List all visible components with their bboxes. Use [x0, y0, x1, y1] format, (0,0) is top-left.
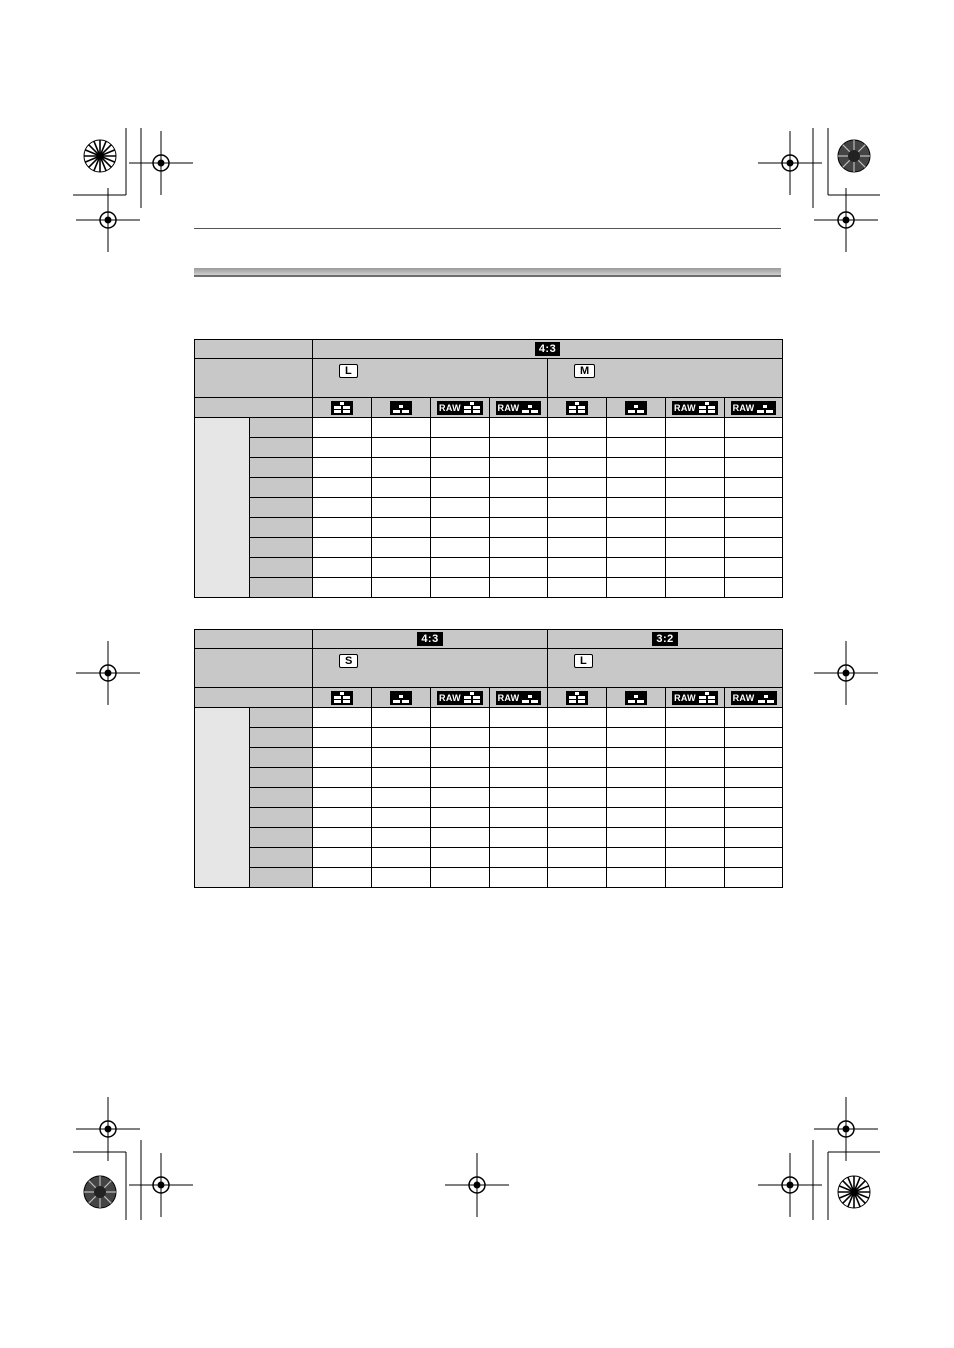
- value-cell: [431, 708, 490, 728]
- table-row: [195, 498, 783, 518]
- value-cell: [607, 808, 666, 828]
- standard-icon: [625, 691, 647, 705]
- value-cell: [313, 788, 372, 808]
- value-cell: [372, 578, 431, 598]
- value-cell: [725, 788, 783, 808]
- raw-fine-icon: [672, 691, 718, 705]
- registration-target-icon: [814, 188, 878, 252]
- quality-row: [195, 688, 783, 708]
- value-cell: [725, 498, 783, 518]
- value-cell: [607, 538, 666, 558]
- row-label-cell: [250, 848, 313, 868]
- section-heading-bar: [194, 268, 781, 275]
- star-mark-icon: [84, 140, 116, 172]
- value-cell: [607, 418, 666, 438]
- registration-target-icon: [445, 1153, 509, 1217]
- quality-cell: [313, 398, 372, 418]
- value-cell: [666, 498, 725, 518]
- value-cell: [372, 868, 431, 888]
- aspect-ratio-3-2-badge: 3:2: [652, 632, 677, 646]
- table-row: [195, 788, 783, 808]
- raw-fine-icon: [437, 401, 483, 415]
- aspect-ratio-4-3-badge: 4:3: [535, 342, 560, 356]
- dark-star-mark-icon: [84, 1176, 116, 1208]
- value-cell: [607, 828, 666, 848]
- value-cell: [666, 418, 725, 438]
- value-cell: [490, 848, 548, 868]
- value-cell: [548, 518, 607, 538]
- fine-icon: [566, 691, 588, 705]
- value-cell: [431, 478, 490, 498]
- quality-cell: [490, 398, 548, 418]
- value-cell: [607, 498, 666, 518]
- value-cell: [490, 808, 548, 828]
- value-cell: [666, 578, 725, 598]
- row-label-cell: [250, 748, 313, 768]
- value-cell: [725, 708, 783, 728]
- standard-icon: [390, 691, 412, 705]
- value-cell: [725, 728, 783, 748]
- value-cell: [548, 828, 607, 848]
- value-cell: [372, 458, 431, 478]
- value-cell: [607, 748, 666, 768]
- value-cell: [431, 558, 490, 578]
- value-cell: [490, 708, 548, 728]
- raw-fine-icon: [672, 401, 718, 415]
- raw-label: RAW: [674, 692, 696, 703]
- quality-cell: [548, 688, 607, 708]
- value-cell: [372, 788, 431, 808]
- row-group-label-cell: [195, 418, 250, 598]
- row-label-cell: [250, 518, 313, 538]
- value-cell: [725, 538, 783, 558]
- value-cell: [725, 808, 783, 828]
- quality-cell: [607, 398, 666, 418]
- value-cell: [431, 438, 490, 458]
- value-cell: [666, 708, 725, 728]
- table-row: [195, 438, 783, 458]
- value-cell: [372, 418, 431, 438]
- value-cell: [607, 518, 666, 538]
- row-label-cell: [250, 538, 313, 558]
- table-row: [195, 728, 783, 748]
- row-label-cell: [250, 808, 313, 828]
- value-cell: [548, 748, 607, 768]
- raw-label: RAW: [439, 402, 461, 413]
- value-cell: [372, 708, 431, 728]
- registration-target-icon: [129, 131, 193, 195]
- value-cell: [313, 458, 372, 478]
- value-cell: [490, 458, 548, 478]
- value-cell: [490, 768, 548, 788]
- quality-cell: [372, 398, 431, 418]
- value-cell: [548, 438, 607, 458]
- raw-label: RAW: [497, 402, 520, 413]
- value-cell: [372, 538, 431, 558]
- value-cell: [431, 868, 490, 888]
- raw-label: RAW: [497, 692, 520, 703]
- registration-target-icon: [76, 641, 140, 705]
- standard-icon: [390, 401, 412, 415]
- table-row: [195, 808, 783, 828]
- value-cell: [666, 768, 725, 788]
- value-cell: [607, 558, 666, 578]
- value-cell: [607, 848, 666, 868]
- picture-size-l-badge: L: [574, 654, 593, 668]
- picture-size-cell: [313, 359, 548, 398]
- value-cell: [372, 478, 431, 498]
- header-rule: [194, 228, 781, 229]
- value-cell: [666, 848, 725, 868]
- value-cell: [313, 438, 372, 458]
- value-cell: [666, 808, 725, 828]
- raw-standard-icon: [731, 401, 777, 415]
- value-cell: [431, 848, 490, 868]
- table-row: [195, 478, 783, 498]
- value-cell: [313, 518, 372, 538]
- table-row: [195, 848, 783, 868]
- table-row: [195, 538, 783, 558]
- value-cell: [548, 848, 607, 868]
- value-cell: [490, 538, 548, 558]
- table-row: [195, 558, 783, 578]
- aspect-ratio-cell: [313, 340, 783, 359]
- value-cell: [490, 478, 548, 498]
- table-row: [195, 418, 783, 438]
- value-cell: [666, 748, 725, 768]
- value-cell: [725, 868, 783, 888]
- quality-cell: [725, 688, 783, 708]
- value-cell: [725, 518, 783, 538]
- value-cell: [313, 748, 372, 768]
- value-cell: [666, 478, 725, 498]
- table-row: [195, 748, 783, 768]
- value-cell: [372, 558, 431, 578]
- row-label-cell: [250, 558, 313, 578]
- fine-icon: [331, 691, 353, 705]
- value-cell: [548, 418, 607, 438]
- row-label-cell: [250, 828, 313, 848]
- value-cell: [313, 848, 372, 868]
- row-label-cell: [250, 498, 313, 518]
- quality-header-label-cell: [195, 688, 313, 708]
- table-row: [195, 868, 783, 888]
- value-cell: [548, 558, 607, 578]
- value-cell: [490, 868, 548, 888]
- raw-standard-icon: [496, 691, 542, 705]
- value-cell: [725, 828, 783, 848]
- value-cell: [313, 498, 372, 518]
- value-cell: [725, 848, 783, 868]
- value-cell: [313, 708, 372, 728]
- value-cell: [431, 728, 490, 748]
- row-label-cell: [250, 768, 313, 788]
- value-cell: [372, 748, 431, 768]
- table-row: [195, 578, 783, 598]
- table-row: [195, 518, 783, 538]
- row-label-cell: [250, 478, 313, 498]
- value-cell: [431, 518, 490, 538]
- value-cell: [666, 558, 725, 578]
- value-cell: [607, 868, 666, 888]
- registration-target-icon: [814, 641, 878, 705]
- section-heading-bar-shadow: [194, 275, 781, 277]
- value-cell: [431, 748, 490, 768]
- value-cell: [666, 438, 725, 458]
- value-cell: [725, 578, 783, 598]
- value-cell: [313, 418, 372, 438]
- value-cell: [431, 768, 490, 788]
- quality-cell: [666, 398, 725, 418]
- recording-capacity-table-1: [194, 339, 783, 598]
- value-cell: [431, 418, 490, 438]
- value-cell: [548, 708, 607, 728]
- table-row: [195, 828, 783, 848]
- quality-cell: [431, 398, 490, 418]
- registration-target-icon: [76, 188, 140, 252]
- value-cell: [607, 458, 666, 478]
- quality-cell: [607, 688, 666, 708]
- row-label-cell: [250, 788, 313, 808]
- value-cell: [372, 828, 431, 848]
- row-group-label-cell: [195, 708, 250, 888]
- value-cell: [490, 418, 548, 438]
- raw-label: RAW: [732, 692, 755, 703]
- registration-target-icon: [76, 1097, 140, 1161]
- quality-cell: [725, 398, 783, 418]
- aspect-ratio-cell: [548, 630, 783, 649]
- value-cell: [666, 868, 725, 888]
- value-cell: [490, 728, 548, 748]
- value-cell: [607, 768, 666, 788]
- value-cell: [725, 558, 783, 578]
- raw-fine-icon: [437, 691, 483, 705]
- value-cell: [372, 518, 431, 538]
- value-cell: [313, 808, 372, 828]
- picture-size-header-label-cell: [195, 649, 313, 688]
- value-cell: [548, 578, 607, 598]
- value-cell: [490, 828, 548, 848]
- row-label-cell: [250, 708, 313, 728]
- picture-size-s-badge: S: [339, 654, 358, 668]
- picture-size-l-badge: L: [339, 364, 358, 378]
- fine-icon: [331, 401, 353, 415]
- quality-cell: [548, 398, 607, 418]
- value-cell: [372, 808, 431, 828]
- value-cell: [607, 578, 666, 598]
- value-cell: [666, 458, 725, 478]
- row-label-cell: [250, 438, 313, 458]
- value-cell: [372, 728, 431, 748]
- picture-size-cell: [548, 359, 783, 398]
- picture-size-m-badge: M: [574, 364, 595, 378]
- value-cell: [431, 808, 490, 828]
- value-cell: [725, 438, 783, 458]
- value-cell: [490, 498, 548, 518]
- raw-label: RAW: [439, 692, 461, 703]
- value-cell: [548, 728, 607, 748]
- quality-cell: [490, 688, 548, 708]
- quality-header-label-cell: [195, 398, 313, 418]
- value-cell: [490, 518, 548, 538]
- table-row: [195, 708, 783, 728]
- value-cell: [548, 768, 607, 788]
- value-cell: [725, 478, 783, 498]
- standard-icon: [625, 401, 647, 415]
- value-cell: [607, 438, 666, 458]
- value-cell: [431, 538, 490, 558]
- aspect-header-label-cell: [195, 630, 313, 649]
- quality-cell: [313, 688, 372, 708]
- value-cell: [313, 478, 372, 498]
- value-cell: [607, 728, 666, 748]
- registration-target-icon: [814, 1097, 878, 1161]
- picture-size-header-label-cell: [195, 359, 313, 398]
- value-cell: [431, 498, 490, 518]
- value-cell: [313, 578, 372, 598]
- value-cell: [666, 538, 725, 558]
- value-cell: [431, 788, 490, 808]
- value-cell: [548, 808, 607, 828]
- value-cell: [313, 768, 372, 788]
- value-cell: [666, 788, 725, 808]
- fine-icon: [566, 401, 588, 415]
- registration-target-icon: [758, 1153, 822, 1217]
- value-cell: [372, 498, 431, 518]
- picture-size-cell: [313, 649, 548, 688]
- aspect-header-label-cell: [195, 340, 313, 359]
- value-cell: [313, 728, 372, 748]
- aspect-ratio-cell: [313, 630, 548, 649]
- value-cell: [548, 498, 607, 518]
- recording-capacity-table-2: [194, 629, 783, 888]
- registration-target-icon: [758, 131, 822, 195]
- picture-size-cell: [548, 649, 783, 688]
- value-cell: [666, 518, 725, 538]
- value-cell: [548, 538, 607, 558]
- value-cell: [431, 458, 490, 478]
- table-row: [195, 768, 783, 788]
- value-cell: [548, 788, 607, 808]
- value-cell: [548, 478, 607, 498]
- value-cell: [431, 828, 490, 848]
- value-cell: [607, 708, 666, 728]
- value-cell: [725, 418, 783, 438]
- value-cell: [313, 538, 372, 558]
- registration-target-icon: [129, 1153, 193, 1217]
- value-cell: [313, 868, 372, 888]
- raw-standard-icon: [731, 691, 777, 705]
- value-cell: [548, 458, 607, 478]
- value-cell: [725, 458, 783, 478]
- value-cell: [431, 578, 490, 598]
- row-label-cell: [250, 458, 313, 478]
- value-cell: [490, 578, 548, 598]
- value-cell: [725, 768, 783, 788]
- raw-label: RAW: [732, 402, 755, 413]
- quality-row: [195, 398, 783, 418]
- aspect-ratio-4-3-badge: 4:3: [417, 632, 442, 646]
- row-label-cell: [250, 578, 313, 598]
- raw-standard-icon: [496, 401, 542, 415]
- value-cell: [607, 478, 666, 498]
- table-row: [195, 458, 783, 478]
- value-cell: [490, 438, 548, 458]
- value-cell: [372, 768, 431, 788]
- value-cell: [490, 558, 548, 578]
- quality-cell: [372, 688, 431, 708]
- value-cell: [725, 748, 783, 768]
- raw-label: RAW: [674, 402, 696, 413]
- value-cell: [490, 748, 548, 768]
- row-label-cell: [250, 418, 313, 438]
- row-label-cell: [250, 728, 313, 748]
- value-cell: [313, 558, 372, 578]
- value-cell: [372, 848, 431, 868]
- value-cell: [666, 728, 725, 748]
- value-cell: [372, 438, 431, 458]
- row-label-cell: [250, 868, 313, 888]
- dark-star-mark-icon: [838, 140, 870, 172]
- value-cell: [607, 788, 666, 808]
- star-mark-icon: [838, 1176, 870, 1208]
- quality-cell: [431, 688, 490, 708]
- value-cell: [490, 788, 548, 808]
- value-cell: [548, 868, 607, 888]
- value-cell: [313, 828, 372, 848]
- quality-cell: [666, 688, 725, 708]
- value-cell: [666, 828, 725, 848]
